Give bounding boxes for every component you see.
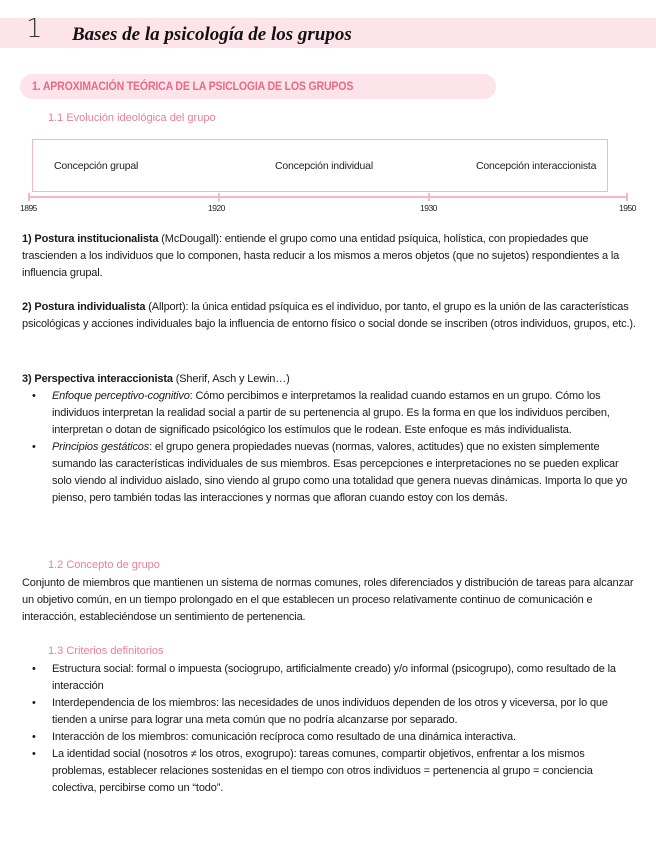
subsection-heading-criterios: 1.3 Criterios definitorios bbox=[48, 645, 164, 657]
chapter-title: Bases de la psicología de los grupos bbox=[72, 24, 352, 45]
list-item bbox=[22, 746, 636, 797]
list-item bbox=[22, 695, 636, 729]
postura-text: (Allport): la única entidad psíquica es el individuo, por tanto, el grupo es la unión de las características psicológicas y acciones individuales bajo la influencia de entorno físico o social donde se inscriben (otros individuos, grupos, etc.). bbox=[22, 301, 636, 330]
postura-title: 1) Postura institucionalista bbox=[22, 233, 159, 245]
list-item-lead: Principios gestáticos bbox=[52, 441, 150, 453]
timeline-label-individual: Concepción individual bbox=[275, 160, 373, 172]
timeline-tick bbox=[28, 193, 30, 201]
bullet-icon: • bbox=[32, 441, 36, 453]
bullet-icon: • bbox=[32, 731, 36, 743]
list-item-text: Interacción de los miembros: comunicación recíproca como resultado de una dinámica interactiva. bbox=[52, 731, 516, 743]
list-item-text: La identidad social (nosotros ≠ los otros, exogrupo): tareas comunes, compartir objetivos, enfrentar a los mismos problemas, establecer relaciones sostenidas en el tiempo con otros individuos = pertenencia al grupo = conciencia colectiva, percibirse como un “todo”. bbox=[52, 748, 593, 794]
postura-title: 2) Postura individualista bbox=[22, 301, 146, 313]
subsection-heading-concepto: 1.2 Concepto de grupo bbox=[48, 559, 160, 571]
list-item-text: Estructura social: formal o impuesta (sociogrupo, artificialmente creado) y/o informal (psicogrupo), como resultado de la interacción bbox=[52, 663, 616, 692]
timeline-axis bbox=[28, 196, 628, 198]
list-item bbox=[22, 661, 636, 695]
timeline-year: 1895 bbox=[20, 203, 37, 213]
interaccionista-list bbox=[22, 388, 636, 507]
timeline-year: 1950 bbox=[619, 203, 636, 213]
postura-title: 3) Perspectiva interaccionista bbox=[22, 373, 173, 385]
criterios-list bbox=[22, 661, 636, 797]
bullet-icon: • bbox=[32, 663, 36, 675]
timeline-year: 1920 bbox=[208, 203, 225, 213]
postura-text: (Sherif, Asch y Lewin…) bbox=[172, 373, 290, 385]
timeline-label-interaccionista: Concepción interaccionista bbox=[476, 160, 597, 172]
concepto-text: Conjunto de miembros que mantienen un sistema de normas comunes, roles diferenciados y distribución de tareas para alcanzar un objetivo común, en un tiempo prolongado en el que establecen un proceso relativamente continuo de comunicación e interacción, estableciéndose un sentimiento de pertenencia. bbox=[22, 577, 634, 623]
bullet-icon: • bbox=[32, 748, 36, 760]
section-heading: 1. APROXIMACIÓN TEÓRICA DE LA PSICLOGIA DE LOS GRUPOS bbox=[32, 79, 354, 93]
bullet-icon: • bbox=[32, 390, 36, 402]
postura-individualista bbox=[22, 299, 636, 333]
list-item bbox=[22, 439, 636, 507]
postura-text: (McDougall): entiende el grupo como una entidad psíquica, holística, con propiedades que trascienden a los individuos que lo componen, hasta reducir a los mismos a meros objetos (que no sujetos) respondientes a la influencia grupal. bbox=[22, 233, 620, 279]
timeline-label-grupal: Concepción grupal bbox=[54, 160, 139, 172]
timeline-year: 1930 bbox=[420, 203, 437, 213]
timeline-tick bbox=[218, 193, 220, 201]
timeline-tick bbox=[626, 193, 628, 201]
postura-institucionalista bbox=[22, 231, 636, 282]
list-item-text: Interdependencia de los miembros: las necesidades de unos individuos dependen de los otros y viceversa, por lo que tienden a unirse para lograr una meta común que no podría alcanzarse por separado. bbox=[52, 697, 608, 726]
chapter-number: 1 bbox=[26, 14, 43, 44]
timeline-tick bbox=[428, 193, 430, 201]
list-item-text: : el grupo genera propiedades nuevas (normas, valores, actitudes) que no existen simplemente sumando las características individuales de sus miembros. Esas percepciones e interpretaciones no se pueden explicar solo viendo al individuo aislado, sino viendo al grupo como una totalidad que genera nuevas dinámicas. Importa lo que yo pienso, pero también todas las interacciones y normas que afloran cuando estoy con los demás. bbox=[52, 441, 628, 504]
list-item bbox=[22, 388, 636, 439]
subsection-heading-evolucion: 1.1 Evolución ideológica del grupo bbox=[48, 112, 216, 124]
list-item bbox=[22, 729, 636, 746]
perspectiva-interaccionista bbox=[22, 371, 636, 388]
bullet-icon: • bbox=[32, 697, 36, 709]
list-item-text: : Cómo percibimos e interpretamos la realidad cuando estamos en un grupo. Cómo los individuos interpretan la realidad social a partir de su pertenencia al grupo. Es la forma en que los individuos perciben, interpretan o dotan de significado psicológico los estímulos que le rodean. Este enfoque es más individualista. bbox=[52, 390, 610, 436]
list-item-lead: Enfoque perceptivo-cognitivo bbox=[52, 390, 190, 402]
